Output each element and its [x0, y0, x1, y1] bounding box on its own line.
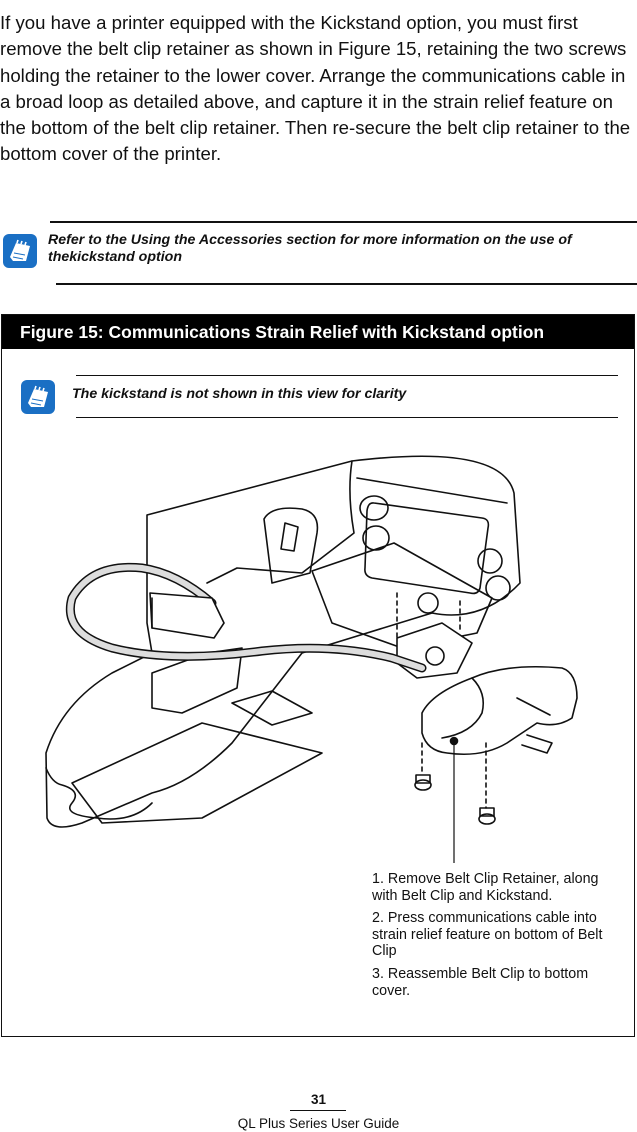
figure-note-text: The kickstand is not shown in this view for clarity — [72, 386, 407, 402]
footer-rule — [290, 1110, 346, 1111]
figure-15 — [1, 314, 635, 1037]
figure-note — [2, 373, 634, 419]
note-pad-icon — [2, 233, 38, 269]
note-pad-icon — [20, 379, 56, 415]
printer-strain-relief-illustration — [2, 423, 634, 863]
figure-title: Figure 15: Communications Strain Relief with Kickstand option — [2, 315, 634, 349]
note-rule-bottom — [56, 283, 637, 285]
kickstand-rod — [522, 735, 552, 753]
figure-note-rule-bottom — [76, 417, 618, 418]
page-number: 31 — [310, 1092, 327, 1107]
step-item: 3. Reassemble Belt Clip to bottom cover. — [372, 965, 589, 999]
figure-note-rule-top — [76, 375, 618, 376]
step-item: 2. Press communications cable into strain relief feature on bottom of Belt Clip — [372, 910, 603, 960]
step-item: 1. Remove Belt Clip Retainer, along with Belt Clip and Kickstand. — [372, 871, 599, 904]
belt-clip-retainer — [397, 623, 472, 678]
screw-left — [415, 743, 431, 790]
note-text: Refer to the Using the Accessories section for more information on the use of thekickstand option — [48, 232, 572, 265]
screw-right — [479, 743, 495, 824]
note-rule-top — [50, 221, 637, 223]
accessories-note — [0, 221, 637, 285]
instruction-steps — [372, 871, 617, 1005]
guide-title: QL Plus Series User Guide — [237, 1116, 400, 1131]
belt-clip — [422, 667, 577, 755]
intro-paragraph: If you have a printer equipped with the Kickstand option, you must first remove the belt clip retainer as shown in Figure 15, retaining the two screws holding the retainer to the lower cover. Arrange the communications cable in a broad loop as detailed above, and capture it in the strain relief feature on the bottom of the belt clip retainer. Then re-secure the belt clip retainer to the bottom cover of the printer. — [0, 12, 631, 165]
